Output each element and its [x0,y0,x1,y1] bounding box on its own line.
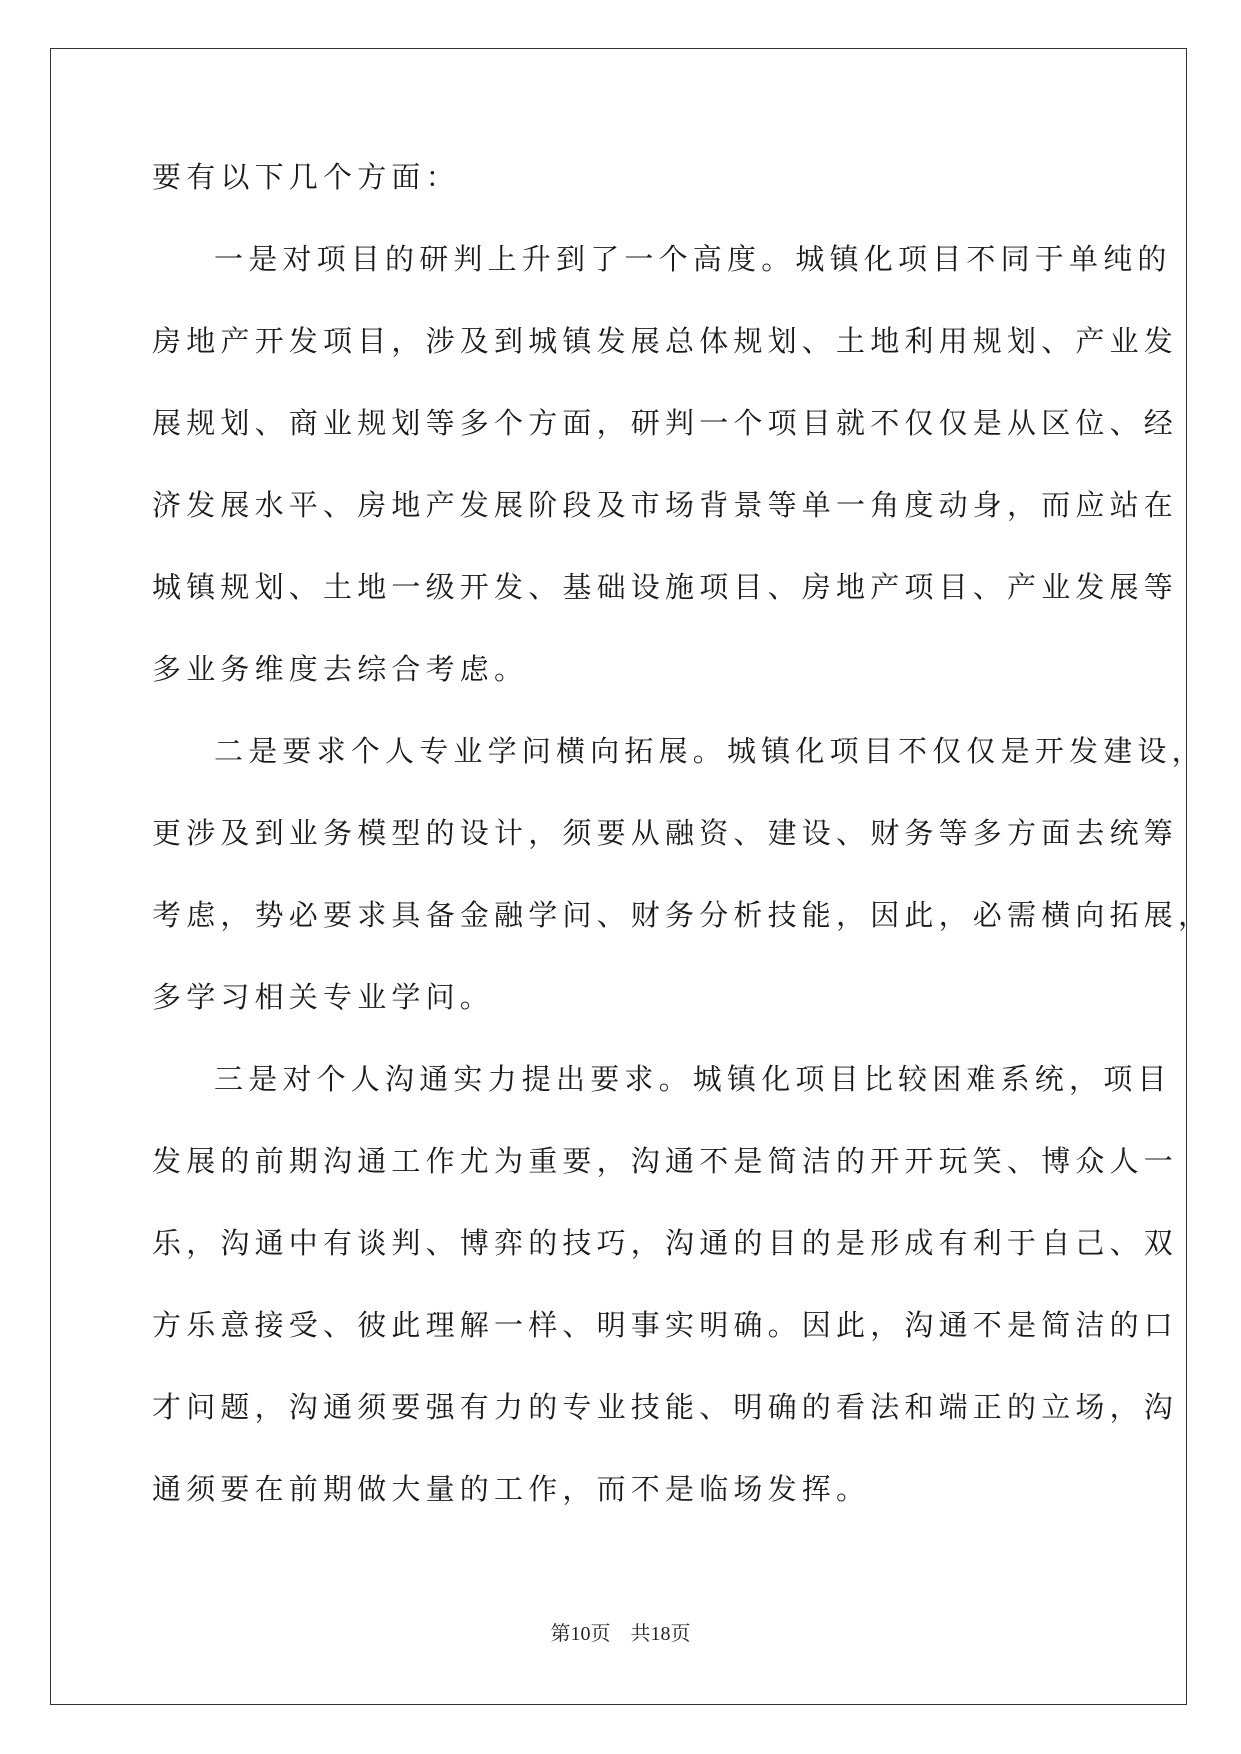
text-line: 城镇规划、土地一级开发、基础设施项目、房地产项目、产业发展等 [152,570,1179,604]
text-line: 发展的前期沟通工作尤为重要，沟通不是简洁的开开玩笑、博众人一 [152,1144,1179,1178]
text-line: 多业务维度去综合考虑。 [152,652,529,686]
document-body [152,160,1213,1556]
text-line: 更涉及到业务模型的设计，须要从融资、建设、财务等多方面去统筹 [152,816,1179,850]
page-footer [0,1617,1241,1646]
text-line: 通须要在前期做大量的工作，而不是临场发挥。 [152,1472,871,1506]
text-line: 济发展水平、房地产发展阶段及市场背景等单一角度动身，而应站在 [152,488,1179,522]
paragraph-start-line: 三是对个人沟通实力提出要求。城镇化项目比较困难系统，项目 [214,1062,1172,1096]
page-total: 共18页 [630,1623,691,1645]
text-line: 考虑，势必要求具备金融学问、财务分析技能，因此，必需横向拓展， [152,898,1213,932]
text-line: 才问题，沟通须要强有力的专业技能、明确的看法和端正的立场，沟 [152,1390,1179,1424]
text-line: 要有以下几个方面： [152,160,460,194]
text-line: 多学习相关专业学问。 [152,980,495,1014]
paragraph-start-line: 一是对项目的研判上升到了一个高度。城镇化项目不同于单纯的 [214,242,1172,276]
text-line: 房地产开发项目，涉及到城镇发展总体规划、土地利用规划、产业发 [152,324,1179,358]
text-line: 乐，沟通中有谈判、博弈的技巧，沟通的目的是形成有利于自己、双 [152,1226,1179,1260]
text-line: 展规划、商业规划等多个方面，研判一个项目就不仅仅是从区位、经 [152,406,1179,440]
page-number: 第10页 [550,1623,611,1645]
text-line: 方乐意接受、彼此理解一样、明事实明确。因此，沟通不是简洁的口 [152,1308,1179,1342]
paragraph-start-line: 二是要求个人专业学问横向拓展。城镇化项目不仅仅是开发建设， [214,734,1206,768]
